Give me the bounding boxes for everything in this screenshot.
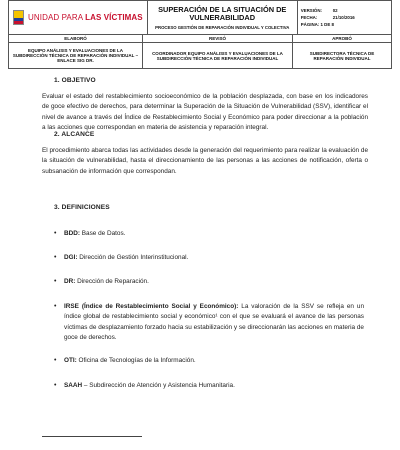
section-objective-title: 1. OBJETIVO xyxy=(54,77,96,84)
version-label: VERSIÓN: xyxy=(300,8,322,13)
process-name: PROCESO GESTIÓN DE REPARACIÓN INDIVIDUAL Y COLECTIVA xyxy=(155,24,290,30)
definition-text: Dirección de Gestión Interinstitucional. xyxy=(77,254,189,261)
definition-term: IRSE (Índice de Restablecimiento Social y Económico): xyxy=(64,303,239,310)
header-aprobo: APROBÓ xyxy=(293,35,392,43)
date-row xyxy=(301,14,388,21)
logo xyxy=(13,10,143,25)
version-row xyxy=(301,7,388,14)
definition-term: DR: xyxy=(64,278,76,285)
document-title: SUPERACIÓN DE LA SITUACIÓN DE VULNERABILIDAD xyxy=(158,4,287,22)
page-row xyxy=(301,21,388,28)
definition-term: OTI: xyxy=(64,357,77,364)
definition-text: Dirección de Reparación. xyxy=(75,278,149,285)
title-cell xyxy=(147,1,297,35)
section-scope-title: 2. ALCANCE xyxy=(54,131,95,138)
section-scope-text: El procedimiento abarca todas las actividades desde la generación del requerimiento para realizar la evaluación de la situación de vulnerabilidad, hasta el direccionamiento de las personas a las acciones de notificación, oferta o subsanación de información que correspondan. xyxy=(42,147,368,175)
bullet-icon: • xyxy=(54,382,57,389)
bullet-icon: • xyxy=(54,230,57,237)
meta-cell xyxy=(297,1,391,35)
definition-text: Oficina de Tecnologías de la Información. xyxy=(76,357,196,364)
version-value: 02 xyxy=(332,8,338,13)
definition-text: – Subdirección de Atención y Asistencia Humanitaria. xyxy=(82,382,235,389)
elaboro-value: EQUIPO ANÁLISIS Y EVALUACIONES DE LA SUBDIRECCIÓN TÉCNICA DE REPARACIÓN INDIVIDUAL – ENLACE SIG DR. xyxy=(9,43,143,69)
bullet-icon: • xyxy=(54,278,57,285)
header-reviso: REVISÓ xyxy=(143,35,293,43)
definition-term: BDD: xyxy=(64,230,80,237)
brand-name: UNIDAD PARA LAS VÍCTIMAS xyxy=(28,13,143,22)
section-objective-text: Evaluar el estado del restablecimiento socioeconómico de la población desplazada, con base en los indicadores de goce efectivo de derechos, para determinar la Superación de la Situación de Vulnerabilidad (SSV), identificar el nivel de avance a través del Índice de Restablecimiento Social y Económico para poder direccionar a la población a las acciones que correspondan en materia de asistencia y reparación integral. xyxy=(42,93,368,132)
definition-text: Base de Datos. xyxy=(79,230,126,237)
footnote-divider xyxy=(42,436,142,437)
bullet-icon: • xyxy=(54,303,57,310)
date-value: 21/10/2016 xyxy=(332,15,355,20)
approval-table xyxy=(8,34,392,69)
document-header xyxy=(8,0,392,35)
aprobo-value: SUBDIRECTORA TÉCNICA DE REPARACIÓN INDIVIDUAL xyxy=(293,43,392,69)
definition-text: La valoración de la SSV se refleja en un índice global de restablecimiento social y económico¹ con el que se evaluará el avance de las personas víctimas de desplazamiento forzado hacia su estabilización y se direccionarán las acciones en materia de goce de derechos. xyxy=(64,303,364,342)
definition-term: SAAH xyxy=(64,382,83,389)
date-label: FECHA: xyxy=(300,15,318,20)
colombia-flag-icon xyxy=(13,10,24,25)
header-elaboro: ELABORÓ xyxy=(9,35,143,43)
logo-cell xyxy=(9,1,148,35)
page-number: PÁGINA: 1 DE 8 xyxy=(300,22,334,27)
bullet-icon: • xyxy=(54,254,57,261)
bullet-icon: • xyxy=(54,357,57,364)
reviso-value: COORDINADOR EQUIPO ANÁLISIS Y EVALUACIONES DE LA SUBDIRECCIÓN TÉCNICA DE REPARACIÓN INDIVIDUAL xyxy=(143,43,293,69)
definition-term: DGI: xyxy=(64,254,78,261)
section-definitions-title: 3. DEFINICIONES xyxy=(54,204,110,211)
